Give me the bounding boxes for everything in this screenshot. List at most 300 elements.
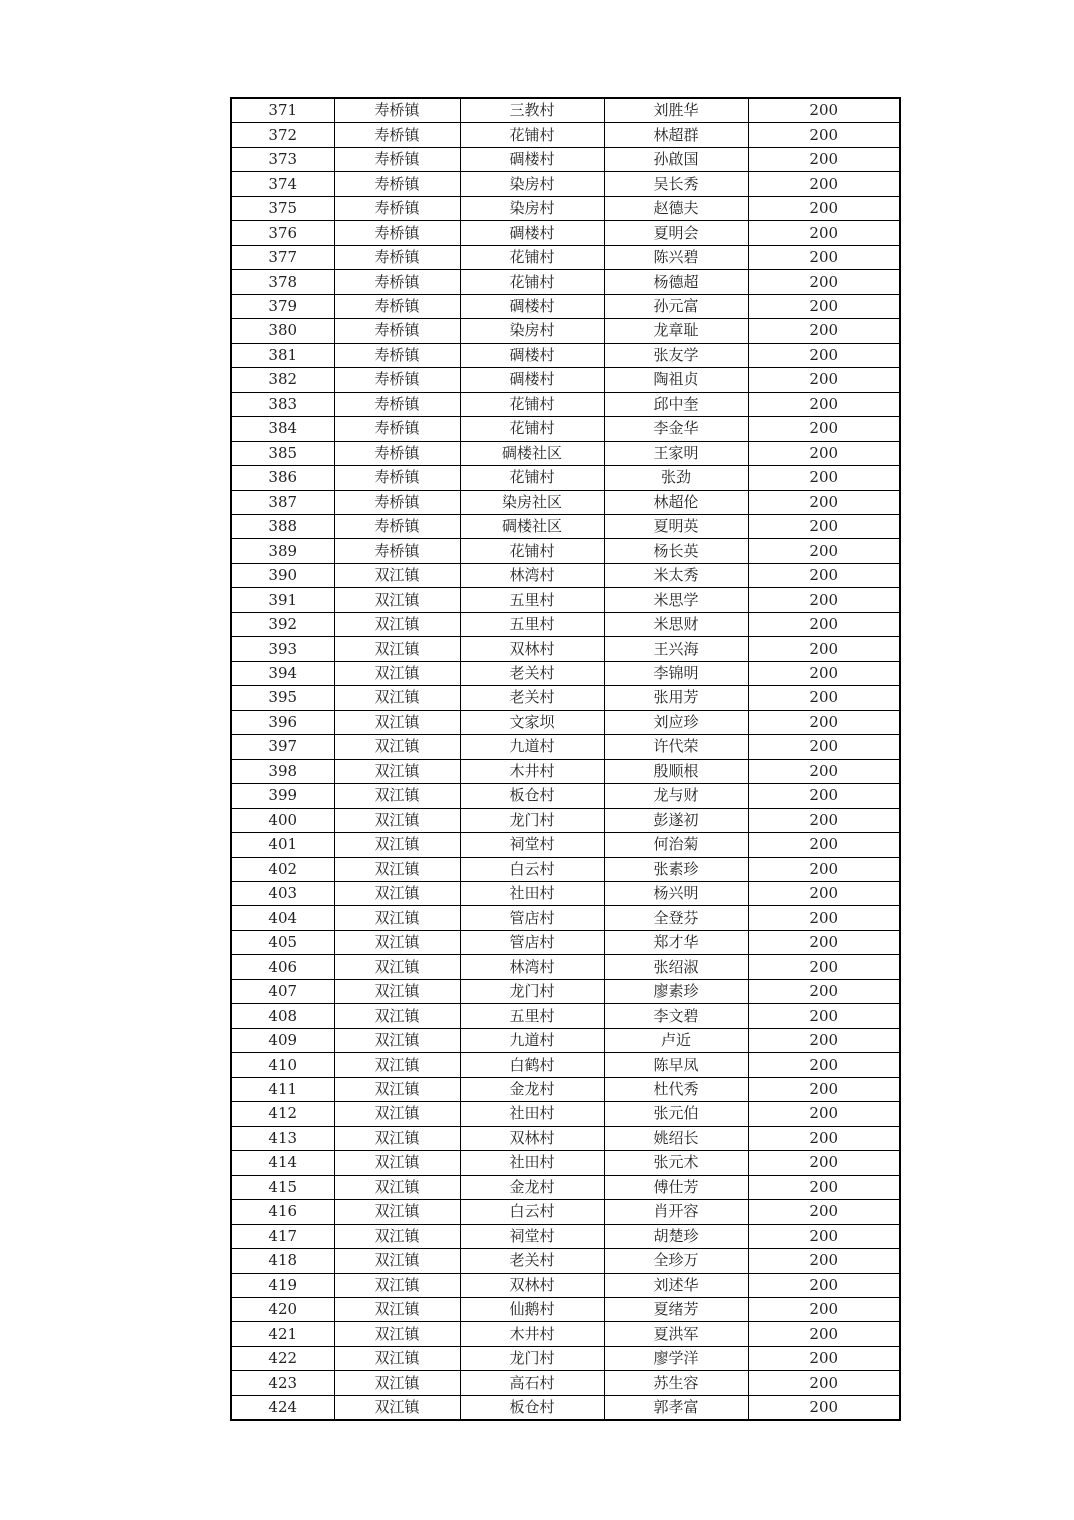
row-number-cell: 398: [231, 759, 334, 783]
table-row: [231, 221, 900, 245]
row-number-cell: 403: [231, 882, 334, 906]
name-cell: 廖学洋: [604, 1346, 748, 1370]
village-cell: 花铺村: [460, 123, 604, 147]
table-row: [231, 857, 900, 881]
town-cell: 双江镇: [334, 808, 460, 832]
amount-cell: 200: [748, 294, 900, 318]
row-number-cell: 390: [231, 563, 334, 587]
name-cell: 米思学: [604, 588, 748, 612]
town-cell: 双江镇: [334, 882, 460, 906]
amount-cell: 200: [748, 392, 900, 416]
table-row: [231, 147, 900, 171]
village-cell: 木井村: [460, 759, 604, 783]
village-cell: 祠堂村: [460, 1224, 604, 1248]
town-cell: 双江镇: [334, 1249, 460, 1273]
table-row: [231, 123, 900, 147]
table-row: [231, 686, 900, 710]
table-row: [231, 955, 900, 979]
town-cell: 寿桥镇: [334, 319, 460, 343]
village-cell: 碉楼村: [460, 294, 604, 318]
village-cell: 社田村: [460, 1151, 604, 1175]
table-row: [231, 1322, 900, 1346]
table-row: [231, 1371, 900, 1395]
village-cell: 老关村: [460, 686, 604, 710]
row-number-cell: 400: [231, 808, 334, 832]
row-number-cell: 379: [231, 294, 334, 318]
town-cell: 双江镇: [334, 784, 460, 808]
town-cell: 寿桥镇: [334, 172, 460, 196]
row-number-cell: 401: [231, 833, 334, 857]
amount-cell: 200: [748, 98, 900, 123]
name-cell: 姚绍长: [604, 1126, 748, 1150]
name-cell: 杜代秀: [604, 1077, 748, 1101]
amount-cell: 200: [748, 1273, 900, 1297]
town-cell: 双江镇: [334, 1322, 460, 1346]
row-number-cell: 371: [231, 98, 334, 123]
village-cell: 板仓村: [460, 1395, 604, 1420]
village-cell: 九道村: [460, 1028, 604, 1052]
name-cell: 赵德夫: [604, 196, 748, 220]
table-row: [231, 514, 900, 538]
table-row: [231, 930, 900, 954]
amount-cell: 200: [748, 123, 900, 147]
amount-cell: 200: [748, 270, 900, 294]
amount-cell: 200: [748, 735, 900, 759]
town-cell: 寿桥镇: [334, 221, 460, 245]
village-cell: 老关村: [460, 1249, 604, 1273]
table-row: [231, 563, 900, 587]
name-cell: 全珍万: [604, 1249, 748, 1273]
row-number-cell: 389: [231, 539, 334, 563]
town-cell: 双江镇: [334, 588, 460, 612]
amount-cell: 200: [748, 784, 900, 808]
village-cell: 花铺村: [460, 539, 604, 563]
village-cell: 碉楼村: [460, 147, 604, 171]
row-number-cell: 393: [231, 637, 334, 661]
row-number-cell: 404: [231, 906, 334, 930]
amount-cell: 200: [748, 1175, 900, 1199]
village-cell: 龙门村: [460, 1346, 604, 1370]
table-row: [231, 661, 900, 685]
row-number-cell: 420: [231, 1297, 334, 1321]
row-number-cell: 381: [231, 343, 334, 367]
amount-cell: 200: [748, 343, 900, 367]
name-cell: 夏绪芳: [604, 1297, 748, 1321]
row-number-cell: 424: [231, 1395, 334, 1420]
amount-cell: 200: [748, 221, 900, 245]
amount-cell: 200: [748, 196, 900, 220]
row-number-cell: 417: [231, 1224, 334, 1248]
town-cell: 双江镇: [334, 1053, 460, 1077]
village-cell: 花铺村: [460, 417, 604, 441]
row-number-cell: 410: [231, 1053, 334, 1077]
row-number-cell: 384: [231, 417, 334, 441]
name-cell: 夏明英: [604, 514, 748, 538]
village-cell: 祠堂村: [460, 833, 604, 857]
row-number-cell: 419: [231, 1273, 334, 1297]
town-cell: 双江镇: [334, 1077, 460, 1101]
town-cell: 寿桥镇: [334, 539, 460, 563]
name-cell: 林超伦: [604, 490, 748, 514]
village-cell: 文家坝: [460, 710, 604, 734]
row-number-cell: 422: [231, 1346, 334, 1370]
row-number-cell: 414: [231, 1151, 334, 1175]
table-row: [231, 441, 900, 465]
village-cell: 三教村: [460, 98, 604, 123]
town-cell: 寿桥镇: [334, 98, 460, 123]
town-cell: 寿桥镇: [334, 196, 460, 220]
village-cell: 九道村: [460, 735, 604, 759]
village-cell: 五里村: [460, 1004, 604, 1028]
table-row: [231, 1175, 900, 1199]
table-row: [231, 1077, 900, 1101]
table-row: [231, 612, 900, 636]
name-cell: 王家明: [604, 441, 748, 465]
town-cell: 寿桥镇: [334, 270, 460, 294]
amount-cell: 200: [748, 490, 900, 514]
town-cell: 双江镇: [334, 563, 460, 587]
amount-cell: 200: [748, 1028, 900, 1052]
table-row: [231, 343, 900, 367]
amount-cell: 200: [748, 1249, 900, 1273]
village-cell: 碉楼村: [460, 221, 604, 245]
table-row: [231, 979, 900, 1003]
village-cell: 林湾村: [460, 563, 604, 587]
village-cell: 白云村: [460, 1200, 604, 1224]
village-cell: 林湾村: [460, 955, 604, 979]
table-row: [231, 466, 900, 490]
town-cell: 双江镇: [334, 1224, 460, 1248]
table-row: [231, 490, 900, 514]
town-cell: 双江镇: [334, 759, 460, 783]
table-row: [231, 1249, 900, 1273]
table-row: [231, 196, 900, 220]
table-row: [231, 882, 900, 906]
name-cell: 夏洪军: [604, 1322, 748, 1346]
amount-cell: 200: [748, 955, 900, 979]
table-row: [231, 245, 900, 269]
row-number-cell: 376: [231, 221, 334, 245]
row-number-cell: 423: [231, 1371, 334, 1395]
town-cell: 双江镇: [334, 979, 460, 1003]
amount-cell: 200: [748, 1297, 900, 1321]
row-number-cell: 415: [231, 1175, 334, 1199]
village-cell: 花铺村: [460, 466, 604, 490]
village-cell: 管店村: [460, 930, 604, 954]
table-row: [231, 417, 900, 441]
name-cell: 李文碧: [604, 1004, 748, 1028]
town-cell: 双江镇: [334, 661, 460, 685]
row-number-cell: 408: [231, 1004, 334, 1028]
name-cell: 夏明会: [604, 221, 748, 245]
table-row: [231, 392, 900, 416]
table-row: [231, 1151, 900, 1175]
amount-cell: 200: [748, 661, 900, 685]
amount-cell: 200: [748, 563, 900, 587]
town-cell: 寿桥镇: [334, 123, 460, 147]
amount-cell: 200: [748, 710, 900, 734]
village-cell: 染房村: [460, 172, 604, 196]
table-row: [231, 1297, 900, 1321]
row-number-cell: 374: [231, 172, 334, 196]
name-cell: 邱中奎: [604, 392, 748, 416]
row-number-cell: 413: [231, 1126, 334, 1150]
name-cell: 龙与财: [604, 784, 748, 808]
amount-cell: 200: [748, 833, 900, 857]
town-cell: 寿桥镇: [334, 392, 460, 416]
table-row: [231, 784, 900, 808]
row-number-cell: 399: [231, 784, 334, 808]
name-cell: 米太秀: [604, 563, 748, 587]
roster-table: [230, 97, 901, 1421]
name-cell: 刘述华: [604, 1273, 748, 1297]
table-row: [231, 539, 900, 563]
table-row: [231, 808, 900, 832]
amount-cell: 200: [748, 539, 900, 563]
amount-cell: 200: [748, 514, 900, 538]
name-cell: 殷顺根: [604, 759, 748, 783]
table-row: [231, 710, 900, 734]
row-number-cell: 383: [231, 392, 334, 416]
amount-cell: 200: [748, 1200, 900, 1224]
amount-cell: 200: [748, 319, 900, 343]
town-cell: 双江镇: [334, 612, 460, 636]
village-cell: 白鹤村: [460, 1053, 604, 1077]
table-row: [231, 1004, 900, 1028]
table-row: [231, 759, 900, 783]
town-cell: 寿桥镇: [334, 490, 460, 514]
village-cell: 五里村: [460, 588, 604, 612]
village-cell: 双林村: [460, 1273, 604, 1297]
amount-cell: 200: [748, 1126, 900, 1150]
row-number-cell: 388: [231, 514, 334, 538]
name-cell: 卢近: [604, 1028, 748, 1052]
village-cell: 龙门村: [460, 808, 604, 832]
amount-cell: 200: [748, 1151, 900, 1175]
village-cell: 双林村: [460, 1126, 604, 1150]
town-cell: 寿桥镇: [334, 441, 460, 465]
row-number-cell: 385: [231, 441, 334, 465]
name-cell: 何治菊: [604, 833, 748, 857]
amount-cell: 200: [748, 1224, 900, 1248]
village-cell: 碉楼村: [460, 368, 604, 392]
amount-cell: 200: [748, 686, 900, 710]
name-cell: 陶祖贞: [604, 368, 748, 392]
table-row: [231, 172, 900, 196]
row-number-cell: 402: [231, 857, 334, 881]
amount-cell: 200: [748, 1346, 900, 1370]
village-cell: 龙门村: [460, 979, 604, 1003]
name-cell: 杨长英: [604, 539, 748, 563]
village-cell: 白云村: [460, 857, 604, 881]
name-cell: 吴长秀: [604, 172, 748, 196]
village-cell: 金龙村: [460, 1175, 604, 1199]
row-number-cell: 421: [231, 1322, 334, 1346]
name-cell: 龙章耻: [604, 319, 748, 343]
row-number-cell: 378: [231, 270, 334, 294]
village-cell: 木井村: [460, 1322, 604, 1346]
town-cell: 双江镇: [334, 833, 460, 857]
town-cell: 寿桥镇: [334, 417, 460, 441]
town-cell: 寿桥镇: [334, 245, 460, 269]
name-cell: 孙啟国: [604, 147, 748, 171]
name-cell: 全登芬: [604, 906, 748, 930]
name-cell: 彭遂初: [604, 808, 748, 832]
name-cell: 许代荣: [604, 735, 748, 759]
amount-cell: 200: [748, 906, 900, 930]
table-row: [231, 1224, 900, 1248]
name-cell: 胡楚珍: [604, 1224, 748, 1248]
row-number-cell: 409: [231, 1028, 334, 1052]
amount-cell: 200: [748, 1322, 900, 1346]
row-number-cell: 387: [231, 490, 334, 514]
row-number-cell: 391: [231, 588, 334, 612]
row-number-cell: 382: [231, 368, 334, 392]
table-row: [231, 1346, 900, 1370]
row-number-cell: 406: [231, 955, 334, 979]
town-cell: 双江镇: [334, 1395, 460, 1420]
table-row: [231, 906, 900, 930]
name-cell: 杨兴明: [604, 882, 748, 906]
table-row: [231, 319, 900, 343]
name-cell: 林超群: [604, 123, 748, 147]
name-cell: 米思财: [604, 612, 748, 636]
table-row: [231, 637, 900, 661]
town-cell: 双江镇: [334, 735, 460, 759]
row-number-cell: 372: [231, 123, 334, 147]
amount-cell: 200: [748, 172, 900, 196]
name-cell: 李锦明: [604, 661, 748, 685]
amount-cell: 200: [748, 1053, 900, 1077]
town-cell: 双江镇: [334, 1102, 460, 1126]
row-number-cell: 386: [231, 466, 334, 490]
town-cell: 双江镇: [334, 1200, 460, 1224]
name-cell: 刘应珍: [604, 710, 748, 734]
table-row: [231, 833, 900, 857]
row-number-cell: 395: [231, 686, 334, 710]
amount-cell: 200: [748, 1395, 900, 1420]
amount-cell: 200: [748, 612, 900, 636]
name-cell: 廖素珍: [604, 979, 748, 1003]
amount-cell: 200: [748, 368, 900, 392]
amount-cell: 200: [748, 637, 900, 661]
row-number-cell: 375: [231, 196, 334, 220]
name-cell: 张友学: [604, 343, 748, 367]
village-cell: 染房村: [460, 319, 604, 343]
table-row: [231, 1053, 900, 1077]
name-cell: 李金华: [604, 417, 748, 441]
town-cell: 双江镇: [334, 1297, 460, 1321]
village-cell: 花铺村: [460, 392, 604, 416]
town-cell: 双江镇: [334, 1371, 460, 1395]
amount-cell: 200: [748, 882, 900, 906]
roster-table-body: [231, 98, 900, 1420]
name-cell: 肖开容: [604, 1200, 748, 1224]
town-cell: 寿桥镇: [334, 147, 460, 171]
row-number-cell: 416: [231, 1200, 334, 1224]
town-cell: 寿桥镇: [334, 294, 460, 318]
town-cell: 寿桥镇: [334, 514, 460, 538]
amount-cell: 200: [748, 979, 900, 1003]
town-cell: 寿桥镇: [334, 343, 460, 367]
town-cell: 双江镇: [334, 1028, 460, 1052]
town-cell: 双江镇: [334, 857, 460, 881]
name-cell: 郑才华: [604, 930, 748, 954]
town-cell: 双江镇: [334, 955, 460, 979]
amount-cell: 200: [748, 588, 900, 612]
row-number-cell: 394: [231, 661, 334, 685]
amount-cell: 200: [748, 466, 900, 490]
village-cell: 碉楼村: [460, 343, 604, 367]
table-row: [231, 294, 900, 318]
town-cell: 双江镇: [334, 1151, 460, 1175]
name-cell: 王兴海: [604, 637, 748, 661]
village-cell: 碉楼社区: [460, 441, 604, 465]
village-cell: 碉楼社区: [460, 514, 604, 538]
name-cell: 张元术: [604, 1151, 748, 1175]
amount-cell: 200: [748, 930, 900, 954]
town-cell: 双江镇: [334, 686, 460, 710]
amount-cell: 200: [748, 1077, 900, 1101]
table-row: [231, 1395, 900, 1420]
village-cell: 花铺村: [460, 245, 604, 269]
amount-cell: 200: [748, 1371, 900, 1395]
town-cell: 双江镇: [334, 1004, 460, 1028]
row-number-cell: 373: [231, 147, 334, 171]
name-cell: 陈兴碧: [604, 245, 748, 269]
amount-cell: 200: [748, 1004, 900, 1028]
name-cell: 张劲: [604, 466, 748, 490]
town-cell: 双江镇: [334, 930, 460, 954]
row-number-cell: 380: [231, 319, 334, 343]
name-cell: 孙元富: [604, 294, 748, 318]
village-cell: 五里村: [460, 612, 604, 636]
row-number-cell: 377: [231, 245, 334, 269]
amount-cell: 200: [748, 147, 900, 171]
row-number-cell: 397: [231, 735, 334, 759]
village-cell: 板仓村: [460, 784, 604, 808]
row-number-cell: 407: [231, 979, 334, 1003]
town-cell: 双江镇: [334, 1346, 460, 1370]
town-cell: 双江镇: [334, 1273, 460, 1297]
table-row: [231, 735, 900, 759]
amount-cell: 200: [748, 857, 900, 881]
amount-cell: 200: [748, 245, 900, 269]
village-cell: 社田村: [460, 1102, 604, 1126]
amount-cell: 200: [748, 759, 900, 783]
village-cell: 染房社区: [460, 490, 604, 514]
amount-cell: 200: [748, 1102, 900, 1126]
row-number-cell: 418: [231, 1249, 334, 1273]
row-number-cell: 392: [231, 612, 334, 636]
table-row: [231, 98, 900, 123]
town-cell: 双江镇: [334, 1175, 460, 1199]
town-cell: 寿桥镇: [334, 466, 460, 490]
table-row: [231, 368, 900, 392]
town-cell: 双江镇: [334, 1126, 460, 1150]
row-number-cell: 396: [231, 710, 334, 734]
name-cell: 杨德超: [604, 270, 748, 294]
town-cell: 双江镇: [334, 710, 460, 734]
town-cell: 寿桥镇: [334, 368, 460, 392]
name-cell: 郭孝富: [604, 1395, 748, 1420]
village-cell: 染房村: [460, 196, 604, 220]
name-cell: 张用芳: [604, 686, 748, 710]
row-number-cell: 411: [231, 1077, 334, 1101]
name-cell: 刘胜华: [604, 98, 748, 123]
village-cell: 老关村: [460, 661, 604, 685]
amount-cell: 200: [748, 808, 900, 832]
